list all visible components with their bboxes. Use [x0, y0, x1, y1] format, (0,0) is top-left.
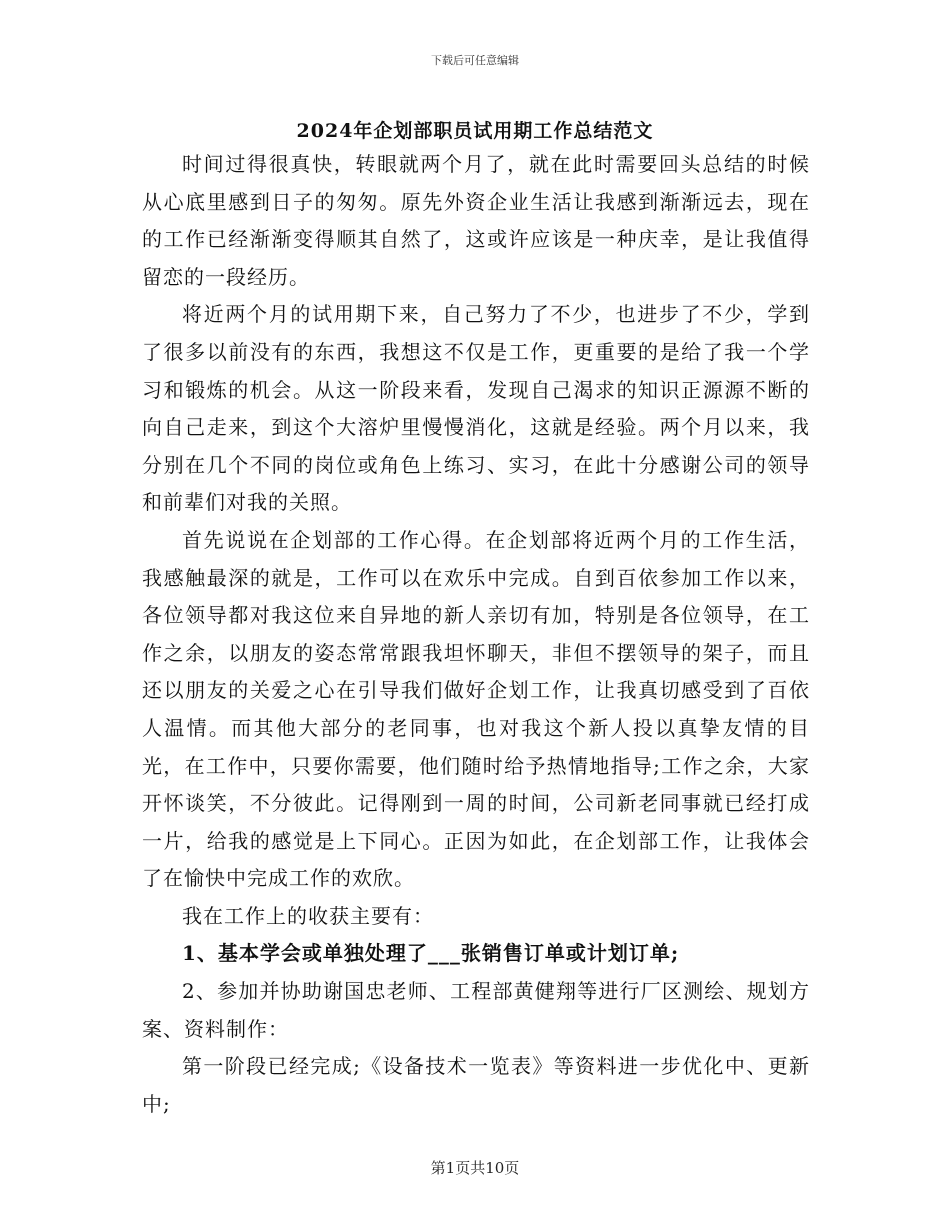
header-note: 下载后可任意编辑: [431, 54, 519, 67]
paragraph: 我在工作上的收获主要有：: [182, 903, 434, 928]
page-number-footer: 第1页共10页: [430, 1159, 520, 1177]
list-item-bold: 1、基本学会或单独处理了___张销售订单或计划订单;: [182, 941, 680, 966]
paragraph: 第一阶段已经完成;《设备技术一览表》等资料进一步优化中、更新中;: [142, 1054, 810, 1116]
paragraph: 首先说说在企划部的工作心得。在企划部将近两个月的工作生活，我感触最深的就是，工作可以在欢乐中完成。自到百依参加工作以来，各位领导都对我这位来自异地的新人亲切有加，特别是各位领导，在工作之余，以朋友的姿态常常跟我坦怀聊天，非但不摆领导的架子，而且还以朋友的关爱之心在引导我们做好企划工作，让我真切感受到了百依人温情。而其他大部分的老同事，也对我这个新人投以真挚友情的目光，在工作中，只要你需要，他们随时给予热情地指导;工作之余，大家开怀谈笑，不分彼此。记得刚到一周的时间，公司新老同事就已经打成一片，给我的感觉是上下同心。正因为如此，在企划部工作，让我体会了在愉快中完成工作的欢欣。: [142, 527, 810, 891]
paragraph: 将近两个月的试用期下来，自己努力了不少，也进步了不少，学到了很多以前没有的东西，我想这不仅是工作，更重要的是给了我一个学习和锻炼的机会。从这一阶段来看，发现自己渴求的知识正源源不断的向自己走来，到这个大溶炉里慢慢消化，这就是经验。两个月以来，我分别在几个不同的岗位或角色上练习、实习，在此十分感谢公司的领导和前辈们对我的关照。: [142, 302, 810, 515]
document-body: [142, 146, 810, 1123]
document-title: 2024年企划部职员试用期工作总结范文: [296, 120, 654, 142]
paragraph: 时间过得很真快，转眼就两个月了，就在此时需要回头总结的时候从心底里感到日子的匆匆。原先外资企业生活让我感到渐渐远去，现在的工作已经渐渐变得顺其自然了，这或许应该是一种庆幸，是让我值得留恋的一段经历。: [142, 152, 810, 289]
list-item: 2、参加并协助谢国忠老师、工程部黄健翔等进行厂区测绘、规划方案、资料制作：: [142, 979, 810, 1041]
